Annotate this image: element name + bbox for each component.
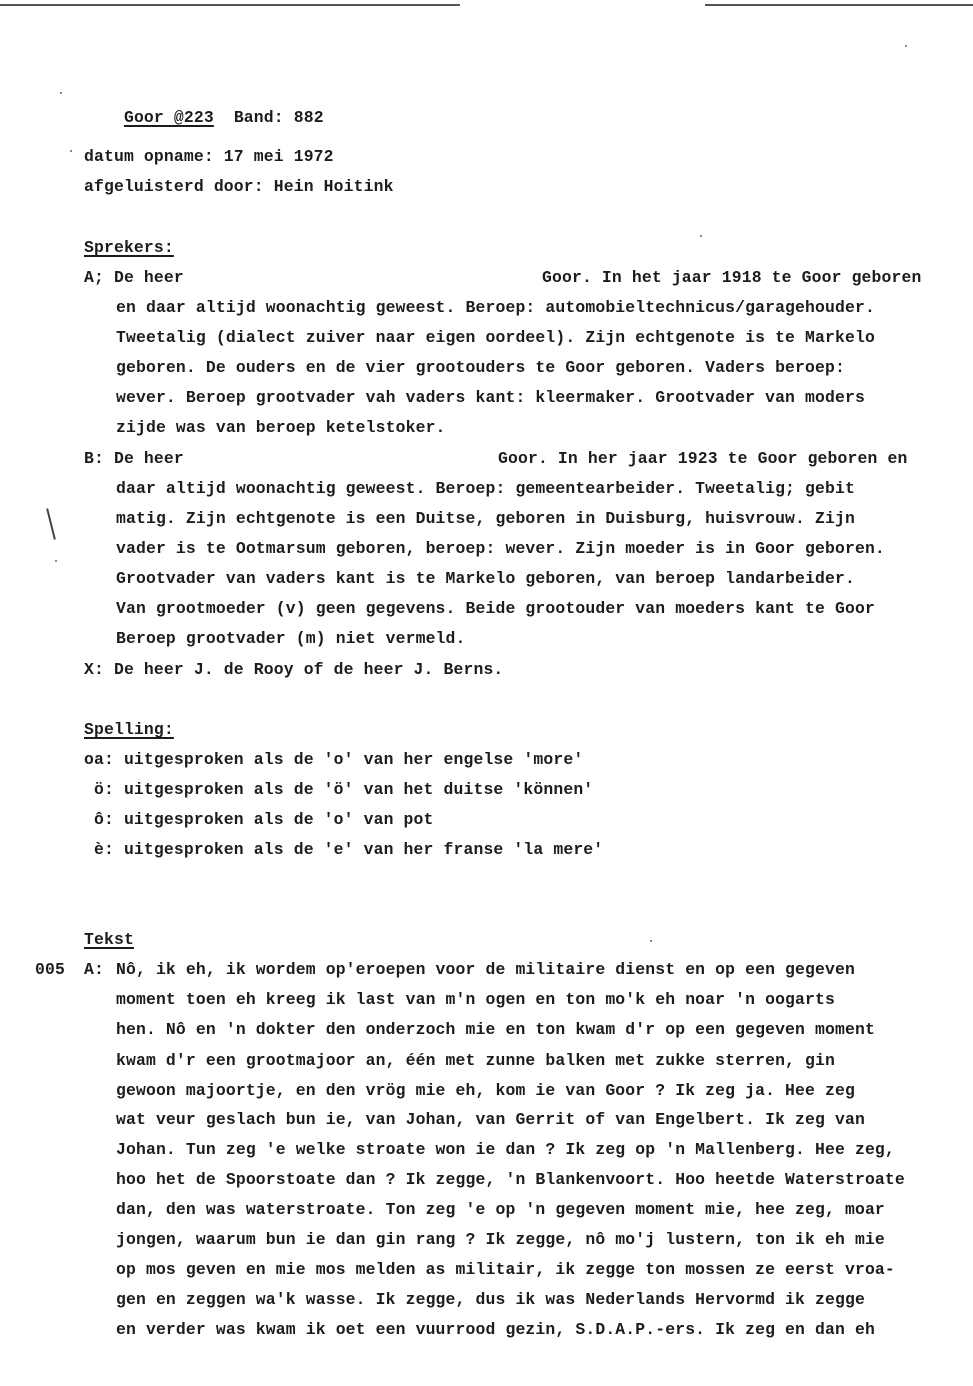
scan-speck [700, 235, 702, 237]
text-line: wat veur geslach bun ie, van Johan, van Gerrit of van Engelbert. Ik zeg van [116, 1110, 865, 1129]
text-line: kwam d'r een grootmajoor an, één met zunne balken met zukke sterren, gin [116, 1051, 835, 1070]
speaker-a-line: en daar altijd woonachtig geweest. Beroep: automobieltechnicus/garagehouder. [116, 298, 875, 317]
scan-speck [60, 92, 62, 94]
scan-speck [905, 45, 907, 47]
speaker-a-line: zijde was van beroep ketelstoker. [116, 418, 446, 437]
text-line: Nô, ik eh, ik wordem op'eroepen voor de militaire dienst en op een gegeven [116, 960, 855, 979]
recording-date: datum opname: 17 mei 1972 [84, 147, 334, 166]
text-line: gewoon majoortje, en den vrög mie eh, kom ie van Goor ? Ik zeg ja. Hee zeg [116, 1081, 855, 1100]
scan-edge-line [705, 4, 973, 6]
place-code: Goor @223 [123, 108, 214, 127]
spelling-rule: oa: uitgesproken als de 'o' van her engelse 'more' [84, 750, 584, 769]
text-heading: Tekst [84, 930, 134, 949]
scan-speck [55, 560, 57, 562]
scan-edge-line [0, 4, 460, 6]
margin-pen-mark [46, 508, 56, 540]
speaker-a-line: wever. Beroep grootvader vah vaders kant: kleermaker. Grootvader van moders [116, 388, 865, 407]
listened-by: afgeluisterd door: Hein Hoitink [84, 177, 394, 196]
speaker-b-line: vader is te Ootmarsum geboren, beroep: wever. Zijn moeder is in Goor geboren. [116, 539, 885, 558]
spelling-rule: è: uitgesproken als de 'e' van her franse 'la mere' [84, 840, 604, 859]
speaker-a-first-line: Goor. In het jaar 1918 te Goor geboren [542, 268, 922, 287]
speaker-b-line: Grootvader van vaders kant is te Markelo geboren, van beroep landarbeider. [116, 569, 855, 588]
speaker-a-line: Tweetalig (dialect zuiver naar eigen oordeel). Zijn echtgenote is te Markelo [116, 328, 875, 347]
document-header [84, 88, 324, 148]
text-line: op mos geven en mie mos melden as militair, ik zegge ton mossen ze eerst vroa- [116, 1260, 895, 1279]
text-line: dan, den was waterstroate. Ton zeg 'e op 'n gegeven moment mie, hee zeg, moar [116, 1200, 885, 1219]
speaker-b-line: Van grootmoeder (v) geen gegevens. Beide grootouder van moeders kant te Goor [116, 599, 875, 618]
spelling-rule: ö: uitgesproken als de 'ö' van het duitse 'können' [84, 780, 594, 799]
band-number: Band: 882 [233, 108, 324, 127]
spelling-rule: ô: uitgesproken als de 'o' van pot [84, 810, 434, 829]
speaker-b-first-line: Goor. In her jaar 1923 te Goor geboren en [498, 449, 908, 468]
speaker-b-line: Beroep grootvader (m) niet vermeld. [116, 629, 466, 648]
speaker-x-label: X: De heer J. de Rooy of de heer J. Berns. [84, 660, 504, 679]
speaker-b-label: B: De heer [84, 449, 184, 468]
speaker-a-line: geboren. De ouders en de vier grootouders te Goor geboren. Vaders beroep: [116, 358, 845, 377]
text-line: Johan. Tun zeg 'e welke stroate won ie dan ? Ik zeg op 'n Mallenberg. Hee zeg, [116, 1140, 895, 1159]
speakers-heading: Sprekers: [84, 238, 174, 257]
text-line: hen. Nô en 'n dokter den onderzoch mie en ton kwam d'r op een gegeven moment [116, 1020, 875, 1039]
text-line: jongen, waarum bun ie dan gin rang ? Ik zegge, nô mo'j lustern, ton ik eh mie [116, 1230, 885, 1249]
text-line: hoo het de Spoorstoate dan ? Ik zegge, 'n Blankenvoort. Hoo heetde Waterstroate [116, 1170, 905, 1189]
scan-speck [650, 940, 652, 942]
speaker-b-line: matig. Zijn echtgenote is een Duitse, geboren in Duisburg, huisvrouw. Zijn [116, 509, 855, 528]
scan-speck [70, 150, 72, 152]
text-line: moment toen eh kreeg ik last van m'n ogen en ton mo'k eh noar 'n oogarts [116, 990, 835, 1009]
spelling-heading: Spelling: [84, 720, 174, 739]
speaker-b-line: daar altijd woonachtig geweest. Beroep: gemeentearbeider. Tweetalig; gebit [116, 479, 855, 498]
speaker-a-label: A; De heer [84, 268, 184, 287]
text-line: en verder was kwam ik oet een vuurrood gezin, S.D.A.P.-ers. Ik zeg en dan eh [116, 1320, 875, 1339]
text-line: gen en zeggen wa'k wasse. Ik zegge, dus ik was Nederlands Hervormd ik zegge [116, 1290, 865, 1309]
tape-counter: 005 [35, 960, 65, 979]
text-speaker-label: A: [84, 960, 104, 979]
